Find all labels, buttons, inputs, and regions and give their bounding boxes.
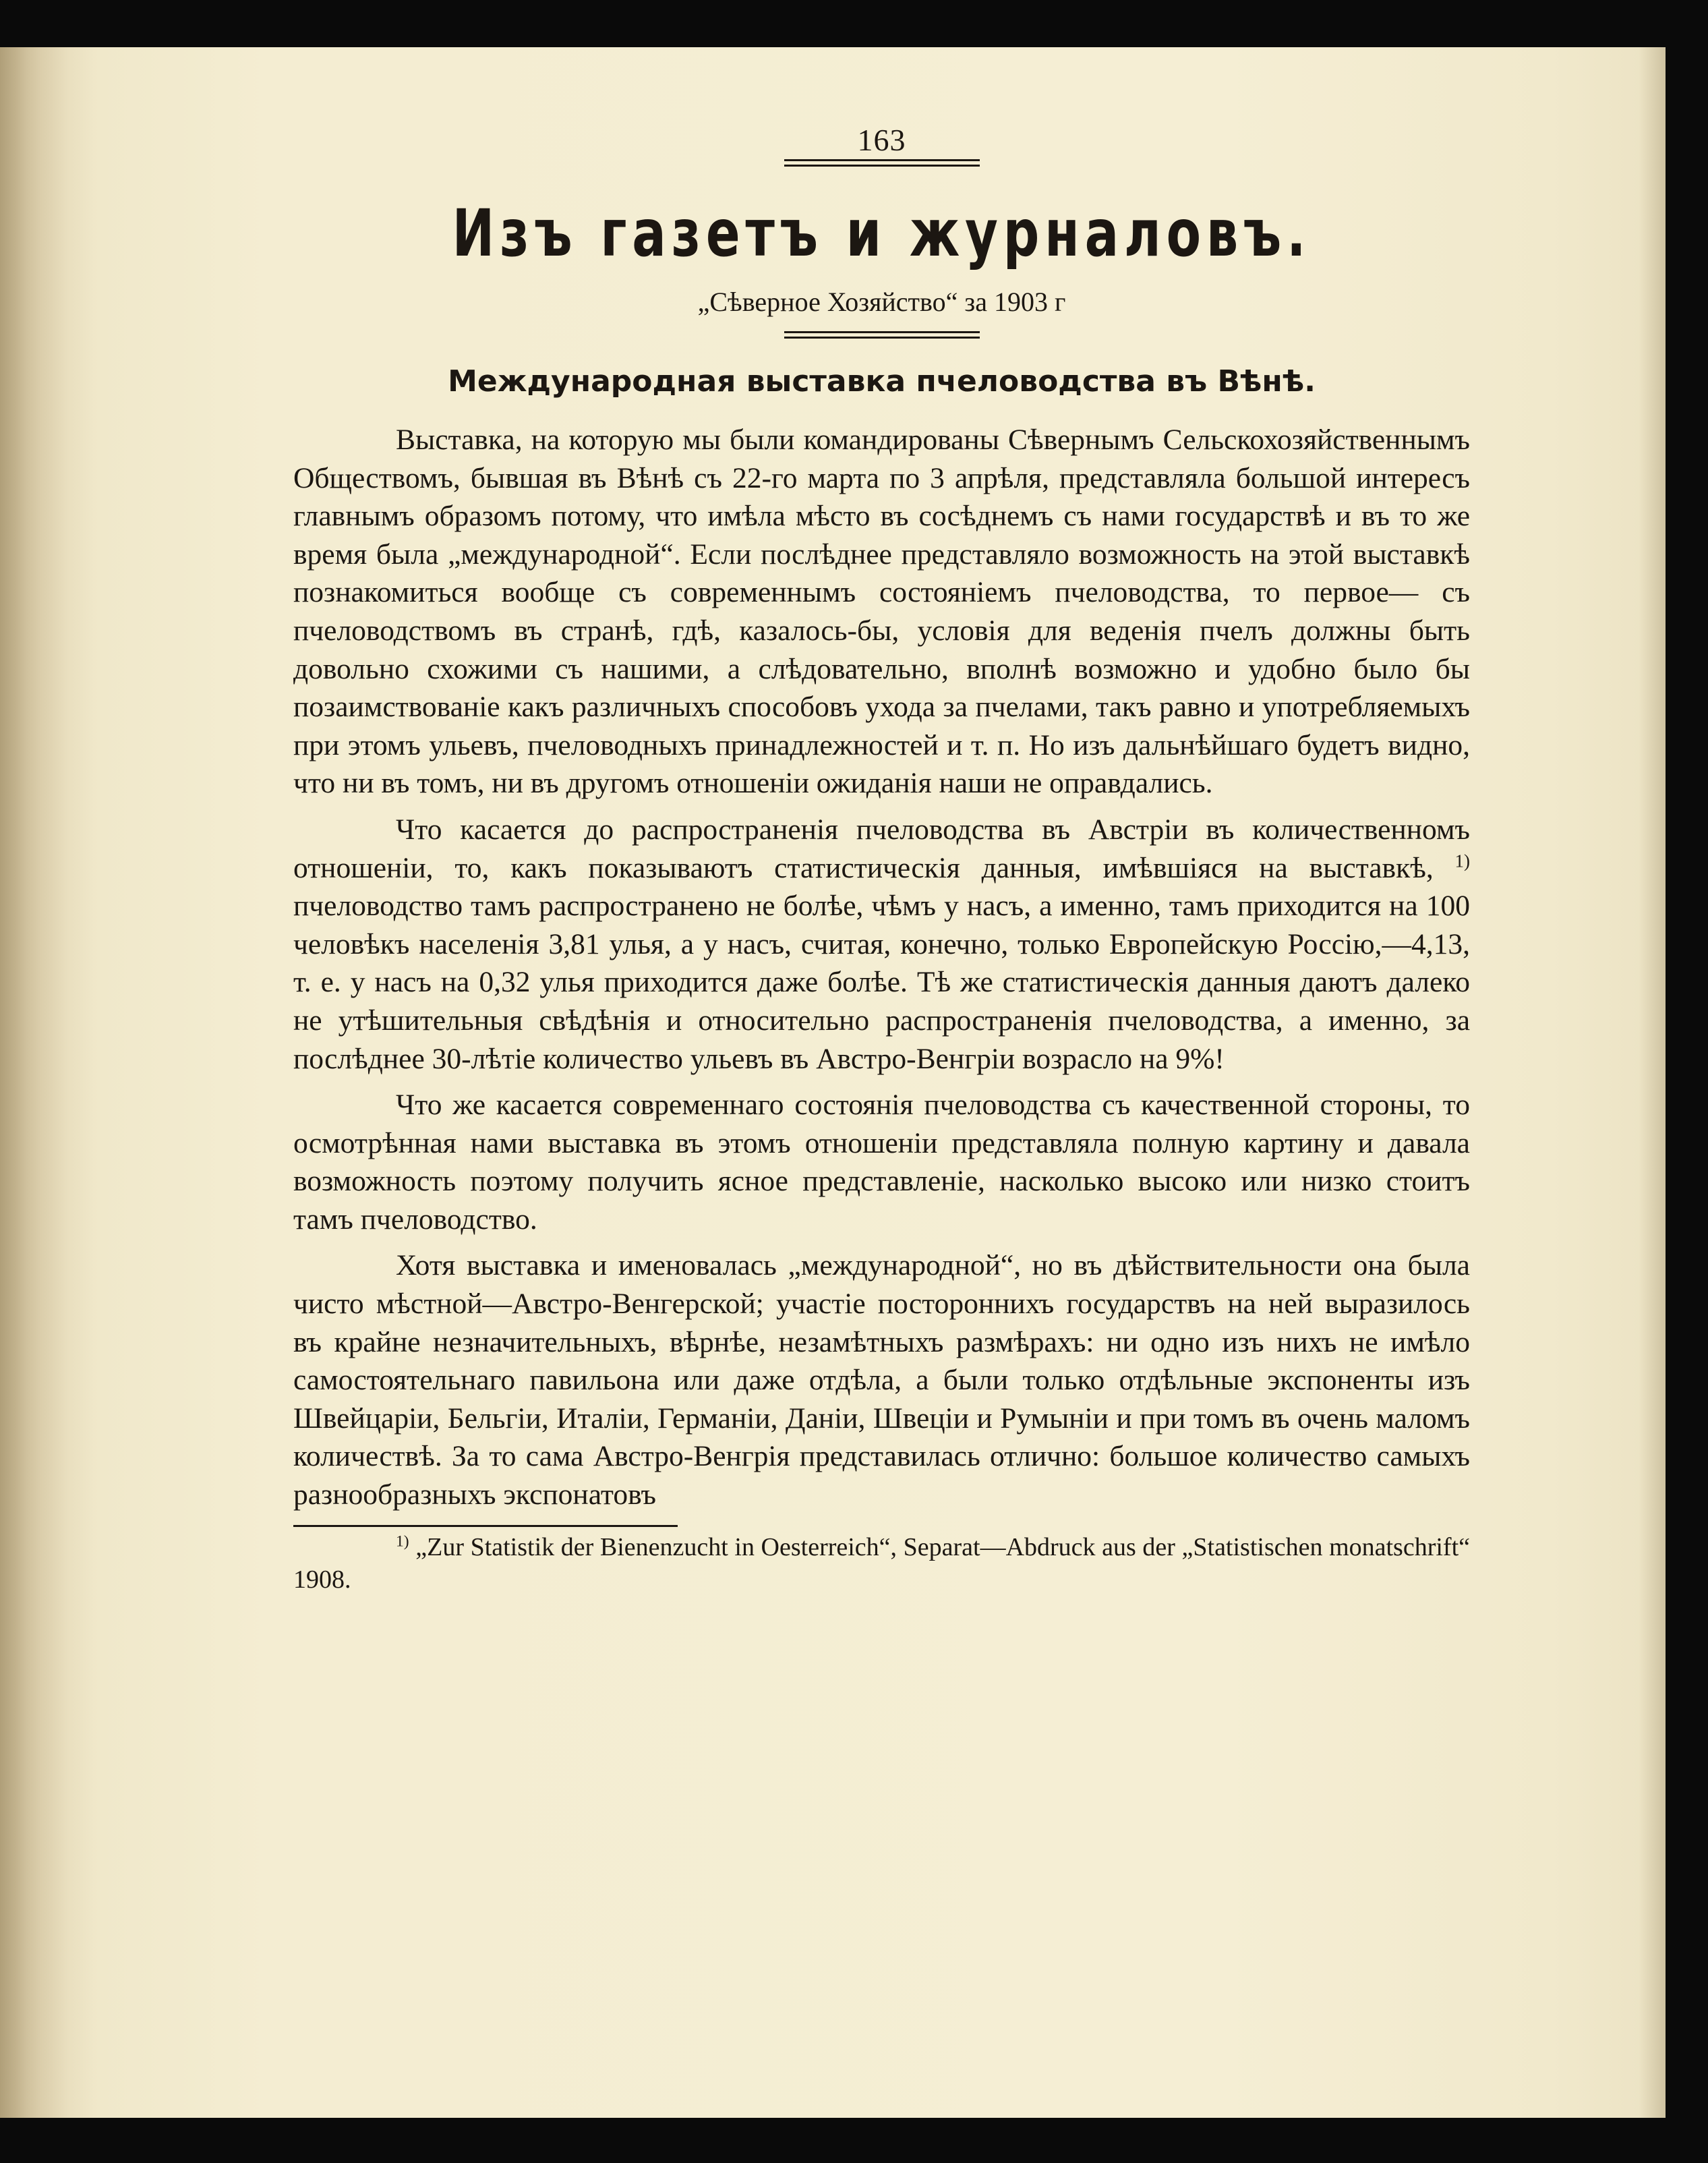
section-heading: Изъ газетъ и журналовъ. (452, 196, 1312, 271)
footnote-reference: 1) (1454, 850, 1471, 871)
source-line: „Сѣверное Хозяйство“ за 1903 г (697, 287, 1066, 317)
header-rule (784, 159, 980, 167)
subheading-rule (784, 331, 980, 339)
page-content (293, 121, 1470, 1596)
footnote (293, 1531, 1470, 1596)
book-spine-shadow (0, 47, 101, 2118)
scanned-page (0, 47, 1666, 2118)
page-number: 163 (857, 123, 906, 157)
footnote-rule (293, 1525, 678, 1527)
paragraph-1: Выставка, на которую мы были командированы Сѣвернымъ Сельскохозяйственнымъ Обществомъ, бывшая въ Вѣнѣ съ 22-го марта по 3 апрѣля, представляла большой интересъ главнымъ образомъ потому, что имѣла мѣсто въ сосѣднемъ съ нами государствѣ и въ то же время была „международной“. Если послѣднее представляло возможность на этой выставкѣ познакомиться вообще съ современнымъ состояніемъ пчеловодства, то первое— съ пчеловодствомъ въ странѣ, гдѣ, казалось-бы, условія для веденія пчелъ должны быть довольно схожими съ нашими, а слѣдовательно, вполнѣ возможно и удобно было бы позаимствованіе какъ различныхъ способовъ ухода за пчелами, такъ равно и употребляемыхъ при этомъ ульевъ, пчеловодныхъ принадлежностей и т. п. Но изъ дальнѣйшаго будетъ видно, что ни въ томъ, ни въ другомъ отношеніи ожиданія наши не оправдались. (293, 424, 1470, 800)
paragraph-3: Что же касается современнаго состоянія пчеловодства съ качественной стороны, то осмотрѣнная нами выставка въ этомъ отношеніи представляла полную картину и давала возможность поэтому получить ясное представленіе, насколько высоко или низко стоитъ тамъ пчеловодство. (293, 1089, 1470, 1236)
footnote-text: „Zur Statistik der Bienenzucht in Oesterreich“, Separat—Abdruck aus der „Statistischen monatschrift“ 1908. (293, 1532, 1470, 1594)
paragraph-2-text-after: пчеловодство тамъ распространено не болѣе, чѣмъ у насъ, а именно, тамъ приходится на 100 человѣкъ населенія 3,81 улья, а у насъ, считая, конечно, только Европейскую Россію,—4,13, т. е. у насъ на 0,32 улья приходится даже болѣе. Тѣ же статистическія данныя даютъ далеко не утѣшительныя свѣдѣнія и относительно распространенія пчеловодства, а именно, за послѣднее 30-лѣтіе количество ульевъ въ Австро-Венгріи возрасло на 9%! (293, 890, 1470, 1075)
paragraph-2-text-before: Что касается до распространенія пчеловодства въ Австріи въ количественномъ отношеніи, то, какъ показываютъ статистическія данныя, имѣвшіяся на выставкѣ, (293, 813, 1470, 884)
paragraph-2 (293, 811, 1470, 1078)
paragraph-4: Хотя выставка и именовалась „международной“, но въ дѣйствительности она была чисто мѣстной—Австро-Венгерской; участіе постороннихъ государствъ на ней выразилось въ крайне незначительныхъ, вѣрнѣе, незамѣтныхъ размѣрахъ: ни одно изъ нихъ не имѣло самостоятельнаго павильона или даже отдѣла, а были только отдѣльные экспоненты изъ Швейцаріи, Бельгіи, Италіи, Германіи, Даніи, Швеціи и Румыніи и при томъ въ очень маломъ количествѣ. За то сама Австро-Венгрія представилась отлично: большое количество самыхъ разнообразныхъ экспонатовъ (293, 1249, 1470, 1511)
article-title: Международная выставка пчеловодства въ Вѣнѣ. (448, 364, 1316, 399)
footnote-marker: 1) (396, 1532, 409, 1550)
page-edge-shadow (1639, 47, 1666, 2118)
